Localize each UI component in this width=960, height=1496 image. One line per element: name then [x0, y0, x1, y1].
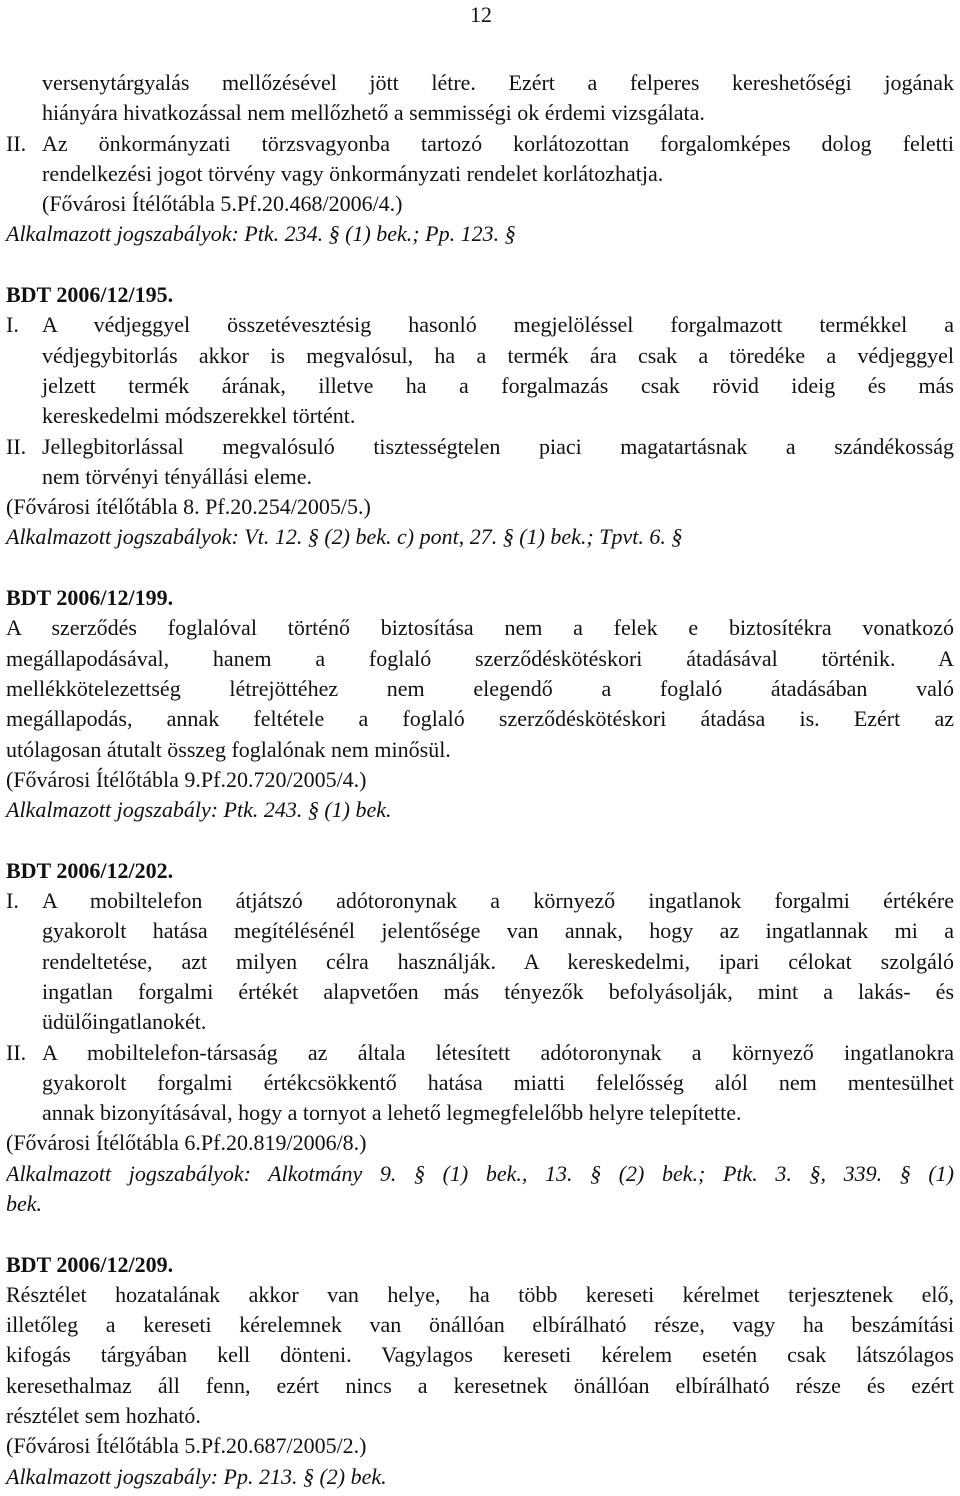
paragraph-line: védjegybitorlás akkor is megvalósul, ha a termék ára csak a töredéke a védjeggyel: [42, 342, 954, 368]
applied-law: Alkalmazott jogszabályok: Ptk. 234. § (1) bek.; Pp. 123. §: [6, 221, 516, 247]
paragraph-line: nem törvényi tényállási eleme.: [42, 463, 313, 489]
paragraph-line: A szerződés foglalóval történő biztosítása nem a felek e biztosítékra vonatkozó: [6, 615, 954, 641]
section-bdt-202: [6, 856, 954, 1220]
section-bdt-199: [6, 583, 954, 825]
document-body: [6, 68, 954, 1492]
court-citation: (Fővárosi Ítélőtábla 9.Pf.20.720/2005/4.): [6, 766, 367, 792]
spacer: [6, 825, 954, 855]
section-heading: BDT 2006/12/195.: [6, 282, 174, 308]
paragraph-line: gyakorolt forgalmi értékcsökkentő hatása miatti felelősség alól nem mentesülhet: [42, 1069, 954, 1095]
item-ii: [6, 129, 954, 159]
paragraph-line: üdülőingatlanokét.: [42, 1009, 207, 1035]
paragraph-line: kereskedelmi módszerekkel történt.: [42, 403, 356, 429]
paragraph-line: versenytárgyalás mellőzésével jött létre. Ezért a felperes kereshetőségi jogának: [42, 70, 954, 95]
paragraph-line: Jellegbitorlással megvalósuló tisztességtelen piaci magatartásnak a szándékosság: [42, 433, 954, 459]
item-label: II.: [6, 433, 27, 459]
section-heading: BDT 2006/12/202.: [6, 857, 174, 883]
applied-law: Alkalmazott jogszabály: Pp. 213. § (2) bek.: [6, 1463, 387, 1489]
court-citation: (Fővárosi ítélőtábla 8. Pf.20.254/2005/5.): [6, 494, 371, 520]
paragraph-line: jelzett termék árának, illetve ha a forgalmazás csak rövid ideig és más: [42, 372, 954, 398]
item-label: II.: [6, 130, 27, 156]
item-ii: [6, 1038, 954, 1068]
paragraph-line: hiányára hivatkozással nem mellőzhető a semmisségi ok érdemi vizsgálata.: [42, 100, 705, 126]
page-number: 12: [470, 2, 492, 27]
item-label: I.: [6, 888, 19, 914]
paragraph-line: Az önkormányzati törzsvagyonba tartozó korlátozottan forgalomképes dolog feletti: [42, 130, 954, 156]
paragraph-line: A védjeggyel összetévesztésig hasonló megjelöléssel forgalmazott termékkel a: [42, 312, 954, 338]
paragraph-line: keresethalmaz áll fenn, ezért nincs a keresetnek önállóan elbírálható része és ezért: [6, 1372, 954, 1398]
section-bdt-209: [6, 1250, 954, 1492]
paragraph-line: megállapodásával, hanem a foglaló szerződéskötéskori átadásával történik. A: [6, 645, 954, 671]
applied-law-continued: bek.: [6, 1190, 43, 1216]
paragraph-line: illetőleg a kereseti kérelemnek van önállóan elbírálható része, vagy ha beszámítási: [6, 1312, 954, 1338]
spacer: [6, 1219, 954, 1249]
paragraph-line: kifogás tárgyában kell dönteni. Vagylagos kereseti kérelem esetén csak látszólagos: [6, 1342, 954, 1368]
paragraph-line: gyakorolt hatása megítélésénél jelentősége van annak, hogy az ingatlannak mi a: [42, 918, 954, 944]
section-heading: BDT 2006/12/199.: [6, 585, 174, 611]
paragraph-line: mellékkötelezettség létrejöttéhez nem elegendő a foglaló átadásában való: [6, 675, 954, 701]
section-continuation: [6, 68, 954, 250]
section-bdt-195: [6, 280, 954, 553]
item-i: [6, 886, 954, 916]
section-heading: BDT 2006/12/209.: [6, 1251, 174, 1277]
item-label: II.: [6, 1039, 27, 1065]
spacer: [6, 553, 954, 583]
court-citation: (Fővárosi Ítélőtábla 5.Pf.20.687/2005/2.): [6, 1433, 367, 1459]
applied-law: Alkalmazott jogszabályok: Vt. 12. § (2) bek. c) pont, 27. § (1) bek.; Tpvt. 6. §: [6, 524, 683, 550]
court-citation: (Fővárosi Ítélőtábla 5.Pf.20.468/2006/4.): [42, 191, 403, 217]
paragraph-line: A mobiltelefon átjátszó adótoronynak a környező ingatlanok forgalmi értékére: [42, 888, 954, 914]
paragraph-line: ingatlan forgalmi értékét alapvetően más tényezők befolyásolják, mint a lakás- és: [42, 978, 954, 1004]
court-citation: (Fővárosi Ítélőtábla 6.Pf.20.819/2006/8.): [6, 1130, 367, 1156]
paragraph-line: rendeltetése, azt milyen célra használják. A kereskedelmi, ipari célokat szolgáló: [42, 948, 954, 974]
item-ii: [6, 432, 954, 462]
paragraph-line: Résztélet hozatalának akkor van helye, ha több kereseti kérelmet terjesztenek elő,: [6, 1281, 954, 1307]
spacer: [6, 250, 954, 280]
paragraph-line: rendelkezési jogot törvény vagy önkormányzati rendelet korlátozhatja.: [42, 160, 664, 186]
paragraph-line: annak bizonyításával, hogy a tornyot a lehető legmegfelelőbb helyre telepítette.: [42, 1100, 742, 1126]
paragraph-line: A mobiltelefon-társaság az általa létesített adótoronynak a környező ingatlanokra: [42, 1039, 954, 1065]
paragraph-line: megállapodás, annak feltétele a foglaló szerződéskötéskori átadása is. Ezért az: [6, 706, 954, 732]
item-label: I.: [6, 312, 19, 338]
item-i: [6, 310, 954, 340]
paragraph-line: résztélet sem hozható.: [6, 1403, 201, 1429]
paragraph-line: utólagosan átutalt összeg foglalónak nem minősül.: [6, 736, 451, 762]
applied-law: Alkalmazott jogszabályok: Alkotmány 9. § (1) bek., 13. § (2) bek.; Ptk. 3. §, 339. § (1): [6, 1160, 954, 1186]
applied-law: Alkalmazott jogszabály: Ptk. 243. § (1) bek.: [6, 797, 392, 823]
